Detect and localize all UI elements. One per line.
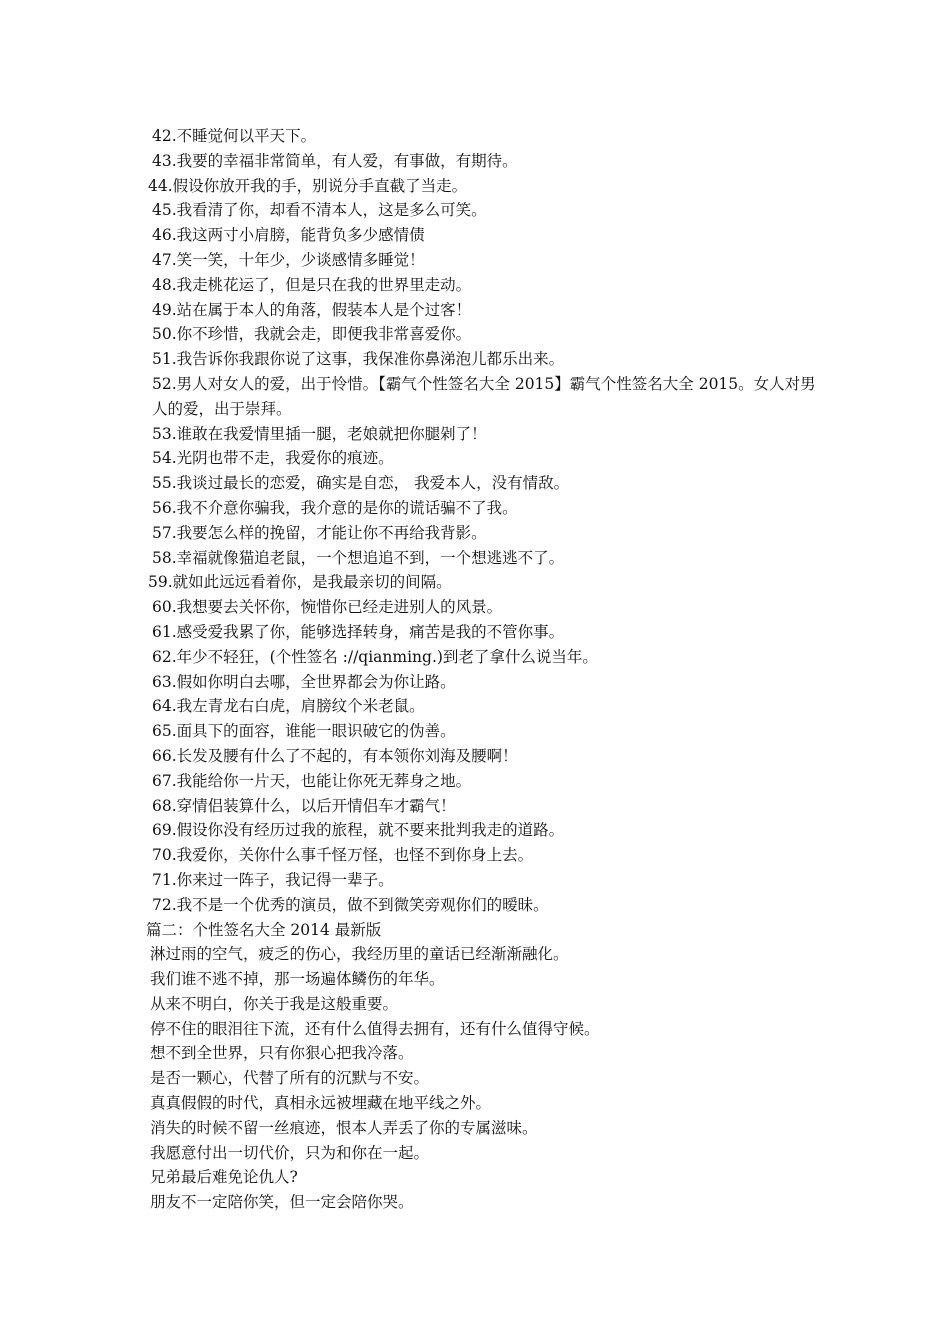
text-line: 67.我能给你一片天，也能让你死无葬身之地。 <box>152 771 472 790</box>
text-line: 56.我不介意你骗我，我介意的是你的谎话骗不了我。 <box>152 498 518 517</box>
text-line: 72.我不是一个优秀的演员，做不到微笑旁观你们的暧昧。 <box>152 895 549 914</box>
text-line: 70.我爱你，关你什么事千怪万怪，也怪不到你身上去。 <box>152 846 534 865</box>
text-line: 44.假设你放开我的手，别说分手直截了当走。 <box>148 176 468 195</box>
text-line: 从来不明白，你关于我是这般重要。 <box>150 994 399 1013</box>
text-line: 51.我告诉你我跟你说了这事，我保准你鼻涕泡儿都乐出来。 <box>152 350 565 369</box>
text-line: 69.假设你没有经历过我的旅程，就不要来批判我走的道路。 <box>152 821 565 840</box>
text-line: 我们谁不逃不掉，那一场遍体鳞伤的年华。 <box>150 970 445 989</box>
text-line: 49.站在属于本人的角落，假装本人是个过客！ <box>152 300 472 319</box>
text-line: 59.就如此远远看着你，是我最亲切的间隔。 <box>148 573 452 592</box>
document-body <box>146 124 826 1215</box>
text-line: 57.我要怎么样的挽留，才能让你不再给我背影。 <box>152 523 487 542</box>
text-line: 42.不睡觉何以平天下。 <box>152 127 317 145</box>
text-line: 63.假如你明白去哪，全世界都会为你让路。 <box>152 672 456 691</box>
text-line: 71.你来过一阵子，我记得一辈子。 <box>152 870 394 889</box>
text-line: 47.笑一笑，十年少，少谈感情多睡觉！ <box>152 250 425 269</box>
text-line: 真真假假的时代，真相永远被埋藏在地平线之外。 <box>150 1094 492 1113</box>
text-line: 60.我想要去关怀你，惋惜你已经走进别人的风景。 <box>152 598 503 617</box>
text-line: 46.我这两寸小肩膀，能背负多少感情债 <box>152 226 425 245</box>
text-line: 45.我看清了你，却看不清本人，这是多么可笑。 <box>152 201 487 220</box>
text-line: 我愿意付出一切代价，只为和你在一起。 <box>150 1143 430 1162</box>
text-line: 54.光阴也带不走，我爱你的痕迹。 <box>152 449 394 468</box>
text-line: 停不住的眼泪往下流，还有什么值得去拥有，还有什么值得守候。 <box>150 1019 600 1038</box>
text-line: 50.你不珍惜，我就会走，即便我非常喜爱你。 <box>152 325 472 344</box>
section-heading: 篇二：个性签名大全 2014 最新版 <box>146 920 382 939</box>
text-line: 62.年少不轻狂，(个性签名 ://qianming.)到老了拿什么说当年。 <box>152 647 598 666</box>
text-line: 想不到全世界，只有你狠心把我冷落。 <box>150 1044 414 1063</box>
text-line: 66.长发及腰有什么了不起的，有本领你刘海及腰啊！ <box>152 746 518 765</box>
text-line: 是否一颗心，代替了所有的沉默与不安。 <box>150 1069 430 1088</box>
text-line: 68.穿情侣装算什么，以后开情侣车才霸气！ <box>152 796 456 815</box>
text-line: 兄弟最后难免论仇人? <box>150 1168 298 1187</box>
text-line: 64.我左青龙右白虎，肩膀纹个米老鼠。 <box>152 697 425 716</box>
text-line: 消失的时候不留一丝痕迹，恨本人弄丢了你的专属滋味。 <box>150 1118 538 1137</box>
text-line: 55.我谈过最长的恋爱，确实是自恋， 我爱本人，没有情敌。 <box>152 474 570 493</box>
text-line: 53.谁敢在我爱情里插一腿，老娘就把你腿剁了！ <box>152 424 487 443</box>
text-line: 61.感受爱我累了你，能够选择转身，痛苦是我的不管你事。 <box>152 622 565 641</box>
text-line: 朋友不一定陪你笑，但一定会陪你哭。 <box>150 1193 414 1212</box>
text-line: 48.我走桃花运了，但是只在我的世界里走动。 <box>152 275 472 294</box>
text-line: 淋过雨的空气，疲乏的伤心，我经历里的童话已经渐渐融化。 <box>150 945 569 964</box>
text-line: 65.面具下的面容，谁能一眼识破它的伪善。 <box>152 722 456 741</box>
text-line: 52.男人对女人的爱，出于怜惜。【霸气个性签名大全 2015】霸气个性签名大全 2015。女人对男人的爱，出于崇拜。 <box>152 374 816 418</box>
text-line: 58.幸福就像猫追老鼠，一个想追追不到，一个想逃逃不了。 <box>152 548 565 567</box>
text-line: 43.我要的幸福非常简单，有人爱，有事做，有期待。 <box>152 151 518 170</box>
